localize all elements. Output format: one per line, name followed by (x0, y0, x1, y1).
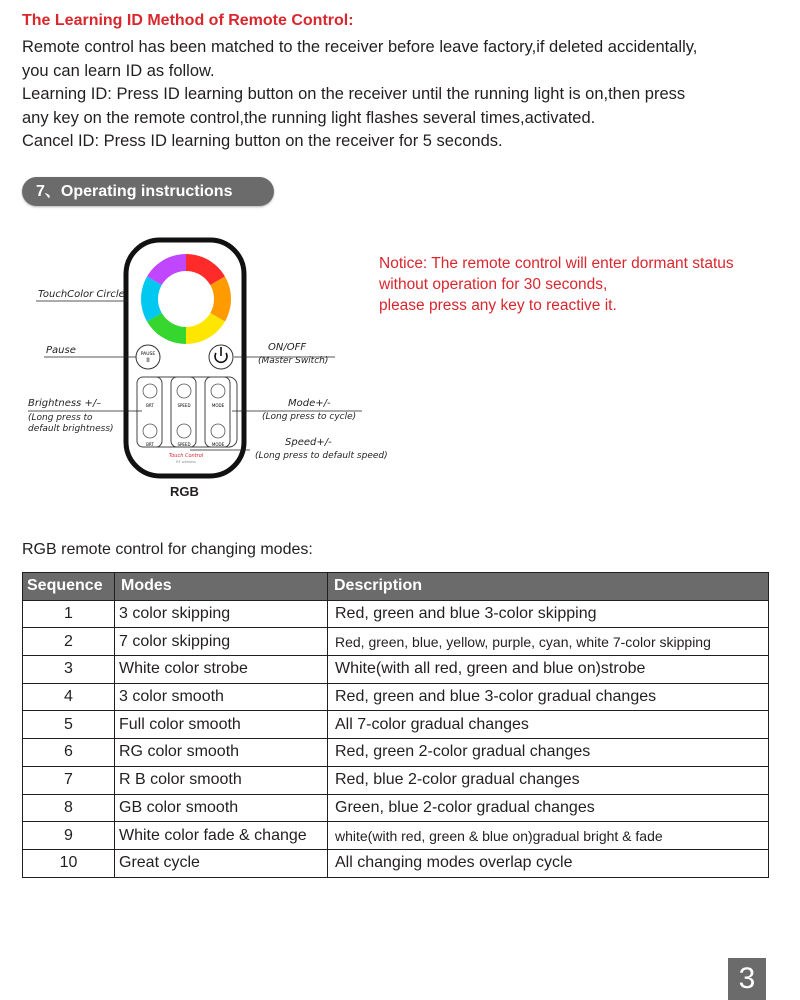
learning-line: you can learn ID as follow. (22, 61, 215, 80)
header-sequence: Sequence (23, 573, 115, 601)
remote-caption: RGB (170, 484, 199, 499)
learning-line: Learning ID: Press ID learning button on the receiver until the running light is on,then press (22, 85, 686, 103)
learning-line: any key on the remote control,the running light flashes several times,activated. (22, 108, 596, 127)
brt-down-icon (143, 424, 157, 438)
header-modes: Modes (115, 573, 328, 601)
table-row: 6 RG color smooth Red, green 2-color gradual changes (23, 739, 769, 767)
learning-line: Remote control has been matched to the receiver before leave factory,if deleted accidentally, (22, 38, 698, 56)
brt-up-icon (143, 384, 157, 398)
callout-brightness-note: default brightness) (28, 424, 114, 434)
table-row: 1 3 color skipping Red, green and blue 3-color skipping (23, 600, 769, 628)
svg-text:MODE: MODE (211, 442, 225, 447)
callout-on-off-note: (Master Switch) (258, 356, 329, 366)
svg-text:RF wireless: RF wireless (176, 460, 196, 464)
callout-brightness-note: (Long press to (28, 413, 93, 423)
remote-brand-text: Touch Control (168, 453, 204, 459)
callout-speed-note: (Long press to default speed) (255, 451, 388, 461)
table-row: 4 3 color smooth Red, green and blue 3-color gradual changes (23, 683, 769, 711)
table-row: 10 Great cycle All changing modes overlap cycle (23, 849, 769, 877)
callout-mode-note: (Long press to cycle) (262, 412, 357, 422)
callout-on-off: ON/OFF (268, 342, 307, 353)
table-row: 5 Full color smooth All 7-color gradual changes (23, 711, 769, 739)
notice-text (379, 253, 734, 316)
modes-table-title: RGB remote control for changing modes: (22, 541, 313, 558)
learning-line: Cancel ID: Press ID learning button on the receiver for 5 seconds. (22, 132, 503, 150)
section-heading-operating-instructions: 7、Operating instructions (22, 177, 274, 206)
learning-id-title: The Learning ID Method of Remote Control: (22, 12, 354, 29)
header-description: Description (328, 573, 769, 601)
callout-mode: Mode+/- (288, 398, 331, 409)
table-row: 9 White color fade & change white(with red, green & blue on)gradual bright & fade (23, 822, 769, 850)
mode-down-icon (211, 424, 225, 438)
speed-down-icon (177, 424, 191, 438)
learning-id-body (22, 36, 792, 154)
svg-text:SPEED: SPEED (177, 442, 191, 447)
pause-button-text: PAUSE (140, 352, 156, 357)
svg-text:II: II (146, 357, 150, 364)
table-header-row (23, 573, 769, 601)
modes-table (22, 572, 769, 878)
callout-brightness: Brightness +/– (28, 398, 102, 409)
svg-text:BRT: BRT (146, 442, 154, 447)
callout-touch-color-circle: TouchColor Circle (38, 289, 125, 300)
callout-speed: Speed+/- (285, 437, 332, 448)
table-row: 3 White color strobe White(with all red, green and blue on)strobe (23, 656, 769, 684)
notice-line: please press any key to reactive it. (379, 297, 617, 314)
speed-up-icon (177, 384, 191, 398)
page-number: 3 (728, 958, 766, 1000)
mode-up-icon (211, 384, 225, 398)
notice-line: Notice: The remote control will enter dormant status (379, 255, 734, 272)
table-row: 2 7 color skipping Red, green, blue, yellow, purple, cyan, white 7-color skipping (23, 628, 769, 656)
callout-pause: Pause (46, 345, 76, 356)
svg-text:MODE: MODE (211, 403, 225, 408)
svg-text:SPEED: SPEED (177, 403, 191, 408)
notice-line: without operation for 30 seconds, (379, 276, 608, 293)
table-row: 8 GB color smooth Green, blue 2-color gradual changes (23, 794, 769, 822)
table-row: 7 R B color smooth Red, blue 2-color gradual changes (23, 766, 769, 794)
svg-text:BRT: BRT (146, 403, 154, 408)
